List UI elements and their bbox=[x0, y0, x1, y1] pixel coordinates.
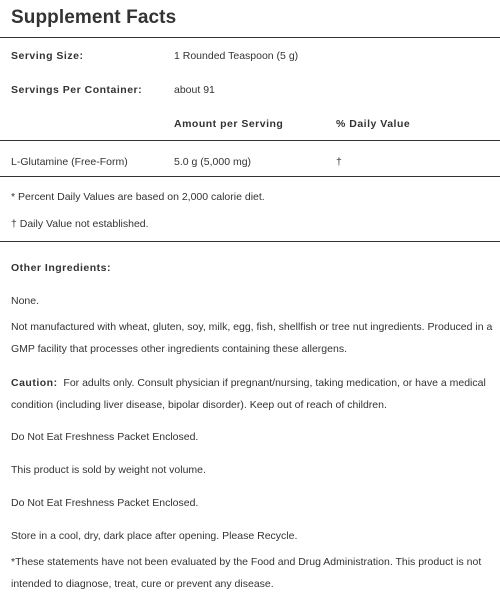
serving-size-value: 1 Rounded Teaspoon (5 g) bbox=[174, 50, 299, 62]
amount-per-serving-header: Amount per Serving bbox=[174, 118, 284, 130]
footnote-daily-values: * Percent Daily Values are based on 2,000 calorie diet. bbox=[11, 191, 265, 203]
allergen-note: Not manufactured with wheat, gluten, soy, milk, egg, fish, shellfish or tree nut ingredients. Produced in a GMP facility that processes other ingredients containing these allergens. bbox=[11, 321, 493, 355]
footnote-not-established: † Daily Value not established. bbox=[11, 218, 149, 230]
serving-size-label: Serving Size: bbox=[11, 50, 84, 62]
caution-label: Caution: bbox=[11, 377, 58, 389]
note-sold-by-weight: This product is sold by weight not volume. bbox=[11, 464, 206, 476]
note-freshness-packet-repeat: Do Not Eat Freshness Packet Enclosed. bbox=[11, 497, 199, 509]
fda-disclaimer: *These statements have not been evaluated by the Food and Drug Administration. This product is not intended to diagnose, treat, cure or prevent any disease. bbox=[11, 556, 482, 590]
page-title: Supplement Facts bbox=[11, 7, 177, 28]
note-freshness-packet: Do Not Eat Freshness Packet Enclosed. bbox=[11, 431, 199, 443]
other-ingredients-value: None. bbox=[11, 295, 40, 307]
servings-per-container-value: about 91 bbox=[174, 84, 215, 96]
caution-statement bbox=[11, 372, 497, 416]
nutrient-name: L-Glutamine (Free-Form) bbox=[11, 156, 128, 168]
servings-per-container-label: Servings Per Container: bbox=[11, 84, 143, 96]
divider bbox=[0, 176, 500, 177]
divider bbox=[0, 140, 500, 141]
divider bbox=[0, 37, 500, 38]
nutrient-amount: 5.0 g (5,000 mg) bbox=[174, 156, 252, 168]
other-ingredients-label: Other Ingredients: bbox=[11, 262, 112, 274]
divider bbox=[0, 241, 500, 242]
note-storage: Store in a cool, dry, dark place after opening. Please Recycle. bbox=[11, 530, 298, 542]
daily-value-header: % Daily Value bbox=[336, 118, 411, 130]
nutrient-daily-value: † bbox=[336, 156, 342, 168]
caution-text: For adults only. Consult physician if pregnant/nursing, taking medication, or have a medical condition (including liver disease, bipolar disorder). Keep out of reach of children. bbox=[11, 377, 486, 411]
